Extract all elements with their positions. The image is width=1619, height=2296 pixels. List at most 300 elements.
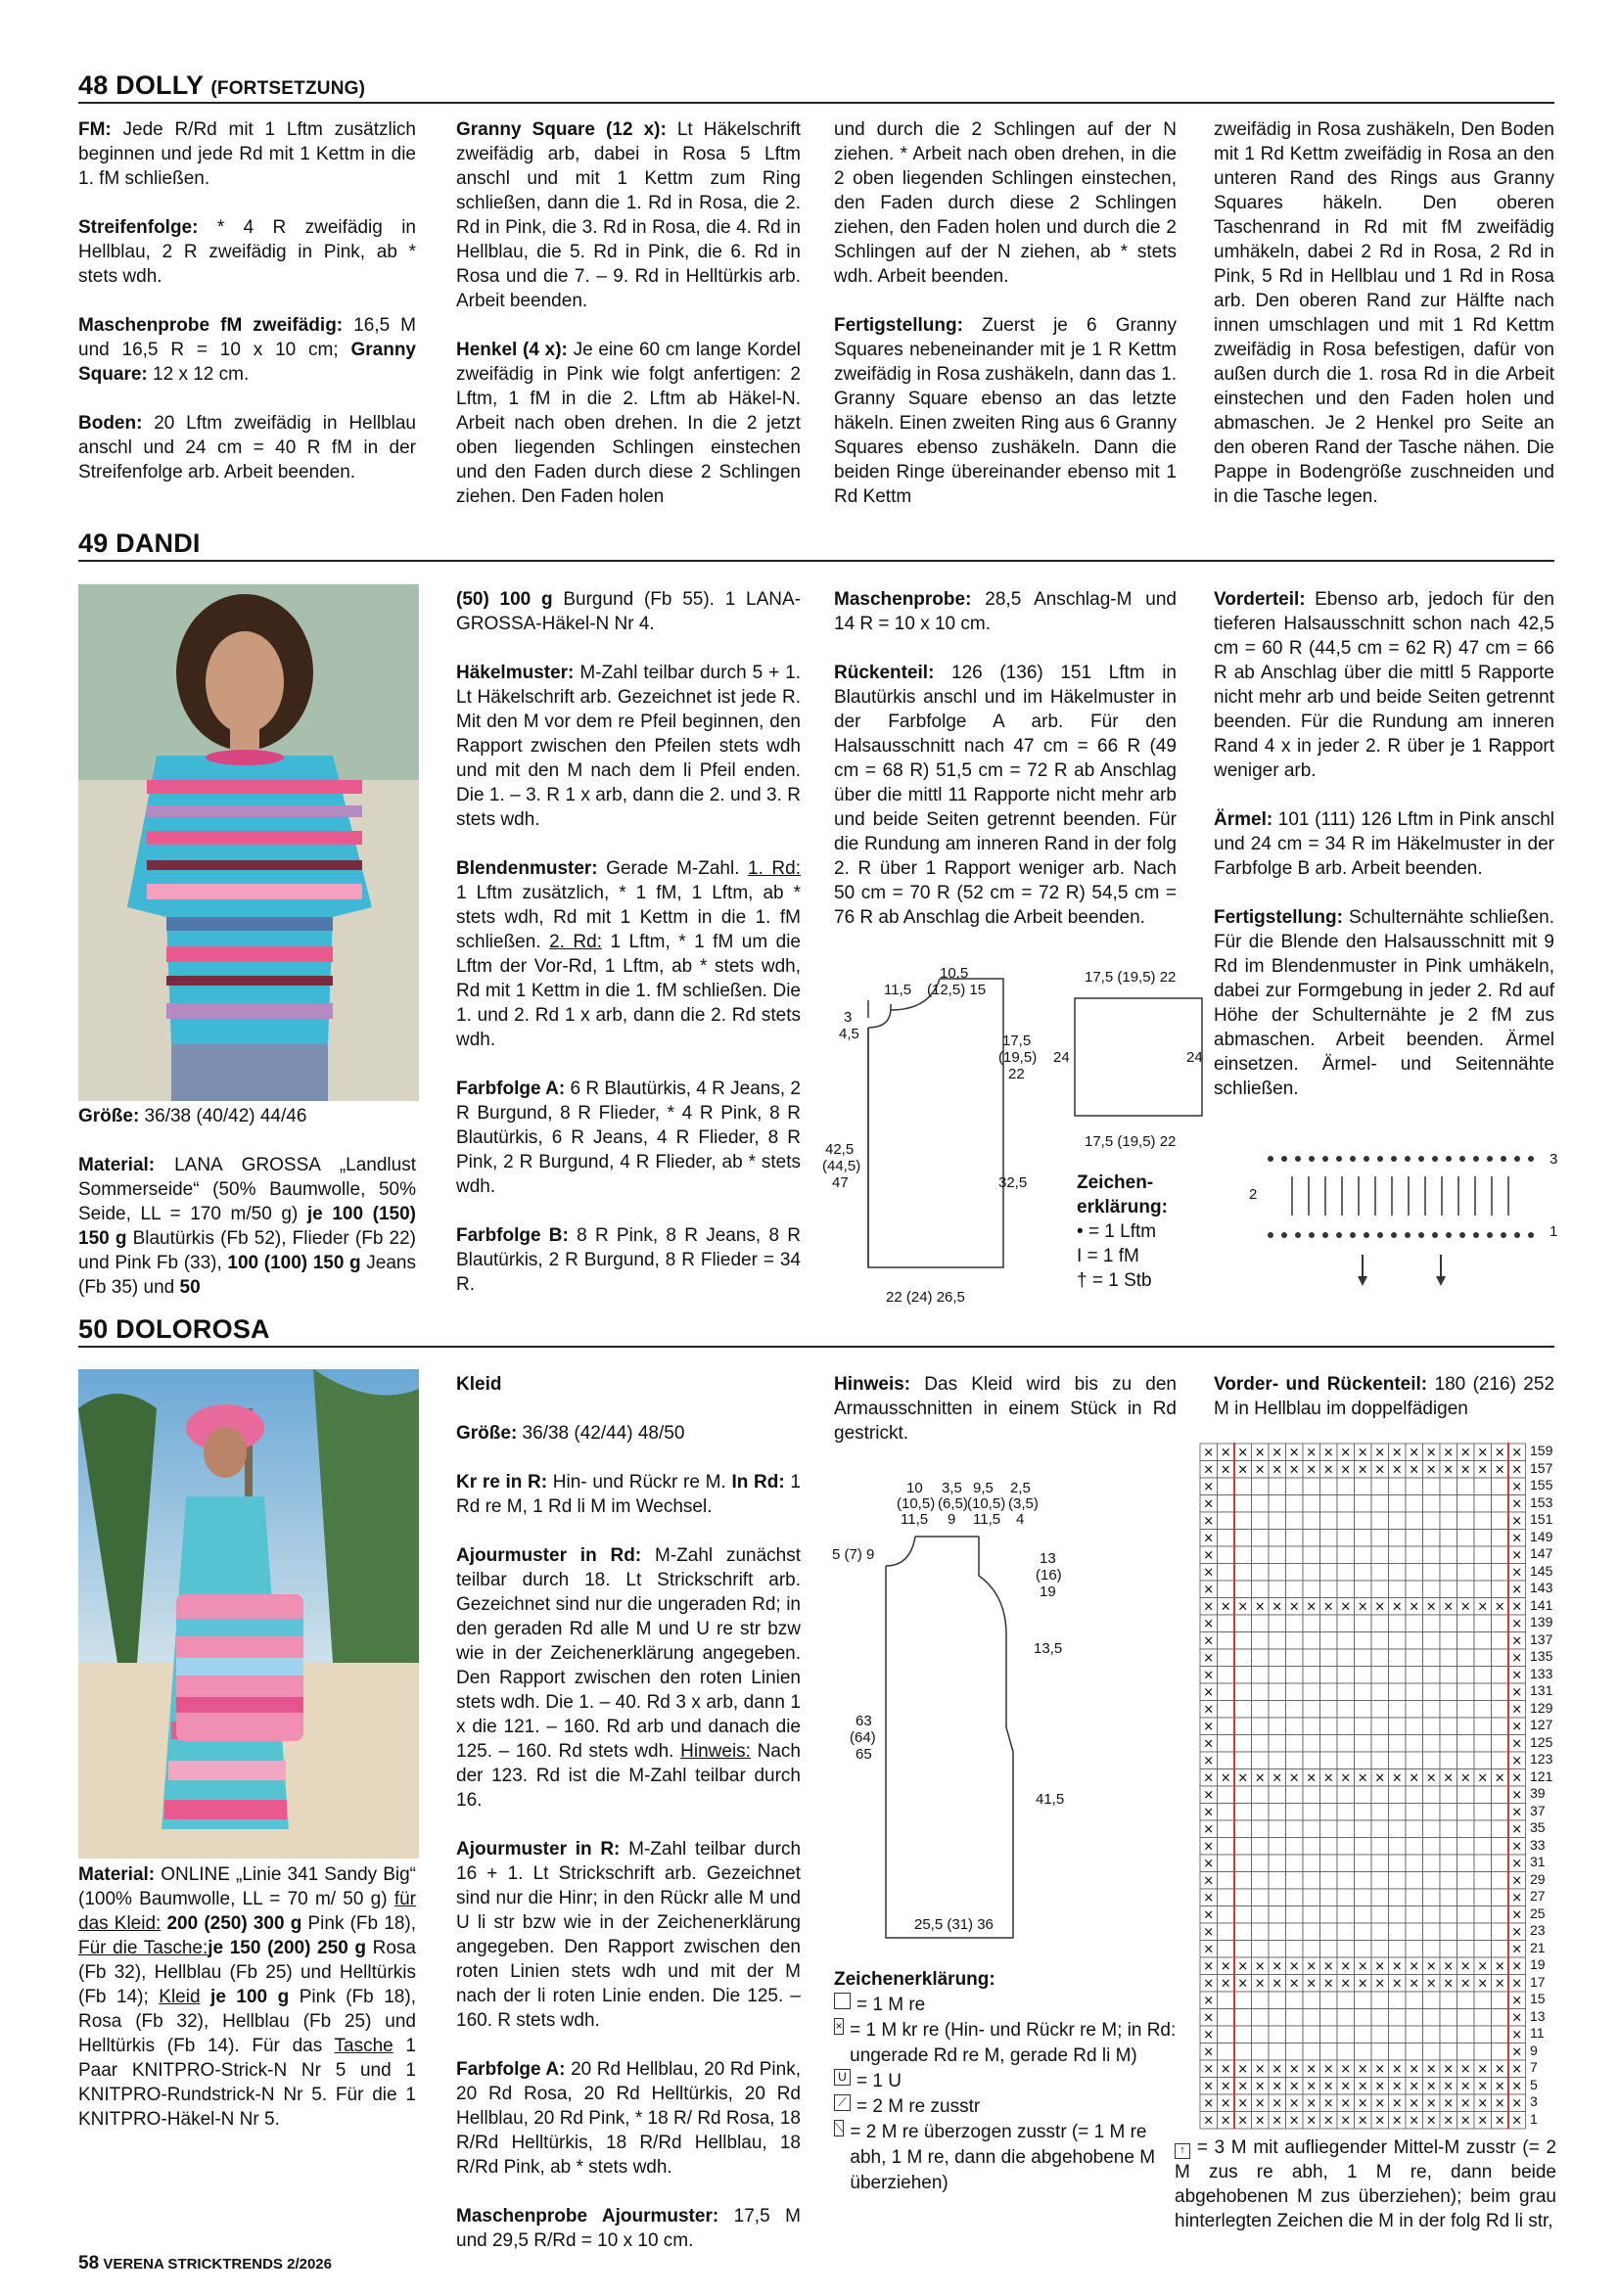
chart-cell	[1457, 1701, 1475, 1719]
chart-cell	[1406, 1889, 1423, 1906]
dc-icon: †	[1077, 1270, 1087, 1291]
paragraph	[78, 1104, 419, 1128]
chart-cell	[1355, 1667, 1372, 1684]
twisted-knit-mark: ×	[1203, 1514, 1215, 1530]
chart-cell	[1440, 1838, 1457, 1856]
row-number: 17	[1530, 1973, 1546, 1990]
chart-cell	[1492, 1906, 1509, 1924]
text-run: 126 (136) 151 Lftm in Blautürkis anschl und im Häkelmuster in der Farbfolge A arb. Für den Halsausschnitt nach 47 cm = 66 R (49 cm = 68 R) 51,5 cm = 72 R ab Anschlag über die mittl 11 Rapporte nicht mehr arb und beide Seiten getrennt beenden. Für die Rundung am inneren Rand in der folg 2. R über 1 Rapport weniger arb. Nach 50 cm = 70 R (52 cm = 72 R) 54,5 cm = 76 R ab Anschlag die Arbeit beenden.	[834, 663, 1177, 928]
chart-cell	[1457, 1478, 1475, 1495]
chart-cell	[1252, 1941, 1270, 1958]
chart-cell	[1252, 1820, 1270, 1838]
chart-cell	[1320, 1530, 1338, 1547]
chart-cell	[1218, 2009, 1235, 2027]
chain-dot	[1418, 1156, 1424, 1162]
row-number: 127	[1530, 1717, 1553, 1732]
chart-cell	[1218, 1992, 1235, 2009]
chart-cell	[1389, 1701, 1407, 1719]
twisted-knit-mark: ×	[1511, 1770, 1523, 1786]
chart-cell	[1406, 1941, 1423, 1958]
chart-cell	[1457, 1906, 1475, 1924]
chart-cell	[1389, 1718, 1407, 1735]
chart-cell	[1337, 2043, 1355, 2061]
chart-cell	[1355, 1512, 1372, 1530]
twisted-knit-mark: ×	[1409, 1770, 1420, 1786]
chart-cell	[1440, 1804, 1457, 1821]
chart-cell	[1218, 1701, 1235, 1719]
chart-cell	[1440, 1632, 1457, 1650]
chart-cell	[1218, 1512, 1235, 1530]
chart-cell	[1320, 1512, 1338, 1530]
twisted-knit-mark: ×	[1203, 1720, 1215, 1735]
dim-label: (3,5)	[1008, 1495, 1039, 1512]
twisted-knit-mark: ×	[1477, 2079, 1489, 2094]
text-run: ONLINE „Linie 341 Sandy Big“ (100% Baumwolle, LL = 70 m/ 50 g)	[78, 1864, 416, 1909]
paragraph	[456, 1223, 801, 1297]
twisted-knit-mark: ×	[1340, 1976, 1352, 1992]
twisted-knit-mark: ×	[1340, 1446, 1352, 1461]
paragraph	[1214, 117, 1554, 509]
chain-dot	[1432, 1232, 1438, 1238]
text-run: Hinweis:	[834, 1374, 911, 1395]
twisted-knit-mark: ×	[1391, 2096, 1403, 2112]
text-run: M-Zahl zunächst teilbar durch 18. Lt Strickschrift arb. Gezeichnet sind nur die ungeraden Rd; in den geraden Rd alle M und U re str bzw wie in der Zeichenerklärung angegeben. Den Rapport zwischen den roten Linien stets wdh. Die 1. – 40. Rd 3 x arb, dann 1 x die 121. – 160. Rd arb und danach die 125. – 160. Rd stets wdh.	[456, 1545, 801, 1762]
chart-cell	[1252, 1906, 1270, 1924]
twisted-knit-mark: ×	[1494, 2062, 1505, 2078]
chart-cell	[1440, 1649, 1457, 1667]
divider	[78, 560, 1554, 562]
chart-cell	[1269, 1889, 1286, 1906]
row-number: 5	[1530, 2076, 1538, 2092]
paragraph	[1214, 1372, 1554, 1421]
chart-cell	[1218, 1564, 1235, 1582]
schematic-dolorosa	[842, 1488, 1096, 1957]
twisted-knit-mark: ×	[1443, 2096, 1455, 2112]
twisted-knit-mark: ×	[1288, 1599, 1300, 1615]
chart-cell	[1269, 1735, 1286, 1753]
chart-cell	[1234, 2043, 1252, 2061]
chart-cell	[1337, 1667, 1355, 1684]
twisted-knit-mark: ×	[1425, 2113, 1437, 2129]
text-run: je 100 g	[200, 1987, 290, 2007]
chart-cell	[1252, 1546, 1270, 1564]
chart-cell	[1337, 1786, 1355, 1804]
chart-cell	[1269, 1581, 1286, 1598]
chart-cell	[1252, 1786, 1270, 1804]
chart-cell	[1337, 1855, 1355, 1872]
section-title-50	[78, 1314, 270, 1345]
chart-cell	[1371, 1615, 1389, 1632]
chart-cell	[1320, 1564, 1338, 1582]
chart-cell	[1355, 1786, 1372, 1804]
chart-cell	[1355, 1752, 1372, 1769]
text-run: Je eine 60 cm lange Kordel zweifädig in Pink wie folgt anfertigen: 2 Lftm, 1 fM in die 2. Lftm ab Häkel-N. Arbeit nach oben drehen. In die 2 jetzt oben liegenden Schlingen einstechen und den Faden durch diese 2 Schlingen ziehen. Den Faden holen	[456, 340, 801, 507]
twisted-knit-mark: ×	[1511, 1702, 1523, 1718]
row-number: 29	[1530, 1870, 1546, 1887]
paragraph	[834, 587, 1177, 636]
chart-cell	[1474, 1820, 1492, 1838]
title-text: 48 DOLLY	[78, 70, 204, 100]
twisted-knit-mark: ×	[1288, 2079, 1300, 2094]
chart-cell	[1440, 1512, 1457, 1530]
row-number: 129	[1530, 1699, 1553, 1716]
chart-cell	[1406, 1820, 1423, 1838]
chart-cell	[1492, 1512, 1509, 1530]
chart-cell	[1303, 2026, 1320, 2043]
chart-cell	[1355, 1581, 1372, 1598]
twisted-knit-mark: ×	[1357, 2096, 1368, 2112]
text-run: Boden:	[78, 413, 143, 434]
twisted-knit-mark: ×	[1357, 1462, 1368, 1478]
chart-cell	[1492, 1632, 1509, 1650]
s50-col4	[1214, 1372, 1554, 1421]
twisted-knit-mark: ×	[1511, 2079, 1523, 2094]
chart-cell	[1474, 2026, 1492, 2043]
twisted-knit-mark: ×	[1391, 2062, 1403, 2078]
text-run: Pink (Fb 18), Rosa (Fb 32), Hellblau (Fb 25) und Helltürkis (Fb 14). Für das	[78, 1987, 416, 2056]
chain-dot	[1309, 1156, 1315, 1162]
chart-cell	[1269, 1923, 1286, 1941]
chart-cell	[1286, 1872, 1304, 1890]
chart-cell	[1423, 1546, 1441, 1564]
twisted-knit-mark: ×	[1203, 2113, 1215, 2129]
chart-cell	[1492, 1495, 1509, 1513]
twisted-knit-mark: ×	[1237, 1770, 1249, 1786]
chart-cell	[1320, 1941, 1338, 1958]
chart-cell	[1234, 1546, 1252, 1564]
twisted-knit-mark: ×	[1425, 1599, 1437, 1615]
chart-cell	[1406, 1992, 1423, 2009]
row-number: 33	[1530, 1836, 1546, 1853]
s48-col4	[1214, 117, 1554, 509]
legend-item: = 2 M re überzogen zusstr (= 1 M re abh, 1 M re, dann die abgehobene M überziehen)	[850, 2122, 1156, 2193]
twisted-knit-mark: ×	[1237, 2062, 1249, 2078]
chain-dot	[1446, 1232, 1452, 1238]
chart-cell	[1355, 1495, 1372, 1513]
chart-cell	[1286, 1581, 1304, 1598]
text-run: 17,5 M und 29,5 R/Rd = 10 x 10 cm.	[456, 2206, 801, 2251]
chart-cell	[1389, 1923, 1407, 1941]
chart-cell	[1218, 1495, 1235, 1513]
chart-cell	[1337, 1872, 1355, 1890]
chart-cell	[1269, 2043, 1286, 2061]
text-run: Vorderteil:	[1214, 589, 1306, 610]
twisted-knit-mark: ×	[1357, 2062, 1368, 2078]
chart-cell	[1234, 1718, 1252, 1735]
twisted-knit-mark: ×	[1511, 2062, 1523, 2078]
chart-cell	[1474, 1615, 1492, 1632]
chart-cell	[1423, 1855, 1441, 1872]
chart-cell	[1234, 1906, 1252, 1924]
row-number: 35	[1530, 1819, 1546, 1835]
chart-cell	[1303, 1786, 1320, 1804]
text-run: Rosa (Fb 32), Hellblau (Fb 25) und Helltürkis (Fb 14);	[78, 1938, 416, 2007]
twisted-knit-mark: ×	[1203, 1617, 1215, 1632]
twisted-knit-mark: ×	[1272, 1599, 1283, 1615]
chart-cell	[1337, 1923, 1355, 1941]
chart-cell	[1286, 1683, 1304, 1701]
text-run: 200 (250) 300 g	[161, 1913, 302, 1934]
twisted-knit-mark: ×	[1459, 1462, 1471, 1478]
chart-cell	[1492, 1735, 1509, 1753]
twisted-knit-mark: ×	[1203, 1976, 1215, 1992]
chart-cell	[1337, 1906, 1355, 1924]
chart-cell	[1286, 1752, 1304, 1769]
chart-cell	[1474, 1667, 1492, 1684]
twisted-knit-mark: ×	[1494, 2113, 1505, 2129]
chart-cell	[1492, 1752, 1509, 1769]
s50-material	[78, 1862, 416, 2132]
chart-cell	[1371, 1992, 1389, 2009]
chart-cell	[1252, 1615, 1270, 1632]
twisted-knit-mark: ×	[1459, 1770, 1471, 1786]
chart-cell	[1320, 2009, 1338, 2027]
twisted-knit-mark: ×	[1459, 1959, 1471, 1975]
twisted-knit-mark: ×	[1443, 1959, 1455, 1975]
twisted-knit-mark: ×	[1203, 1462, 1215, 1478]
chart-cell	[1234, 1701, 1252, 1719]
twisted-knit-mark: ×	[1203, 1891, 1215, 1906]
row-number: 15	[1530, 1991, 1546, 2006]
chart-cell	[1440, 1701, 1457, 1719]
text-run: 1 Lftm, * 1 fM um die Lftm der Vor-Rd, 1 Lftm, ab * stets wdh, Rd mit 1 Kettm in die 1. fM schließen. Die 1. und 2. Rd 1 x arb, dann die 2. Rd stets wdh.	[456, 932, 801, 1050]
twisted-knit-mark: ×	[1322, 1976, 1334, 1992]
chart-cell	[1269, 1546, 1286, 1564]
twisted-knit-mark: ×	[1477, 1599, 1489, 1615]
chain-dot	[1528, 1156, 1534, 1162]
chart-cell	[1440, 2009, 1457, 2027]
chart-cell	[1423, 1992, 1441, 2009]
twisted-knit-mark: ×	[1203, 2028, 1215, 2043]
chart-cell	[1406, 1564, 1423, 1582]
text-run: 2. Rd:	[549, 932, 602, 952]
s50-col3	[834, 1372, 1177, 1446]
twisted-knit-mark: ×	[1494, 1976, 1505, 1992]
twisted-knit-mark: ×	[1511, 1994, 1523, 2009]
chart-cell	[1269, 1906, 1286, 1924]
chart-cell	[1474, 1683, 1492, 1701]
twisted-knit-mark: ×	[1254, 2113, 1266, 2129]
chart-cell	[1406, 1752, 1423, 1769]
chart-cell	[1440, 1683, 1457, 1701]
chart-cell	[1440, 1735, 1457, 1753]
ssk-icon: ⟍	[835, 2121, 844, 2135]
twisted-knit-mark: ×	[1220, 1770, 1231, 1786]
twisted-knit-mark: ×	[1203, 1857, 1215, 1872]
chart-cell	[1286, 2026, 1304, 2043]
chart-cell	[1389, 1752, 1407, 1769]
row-number: 2	[1249, 1186, 1258, 1203]
twisted-knit-mark: ×	[1220, 1446, 1231, 1461]
text-run: Hin- und Rückr re M.	[547, 1472, 732, 1492]
paragraph	[834, 661, 1177, 930]
dim-label: 32,5	[998, 1174, 1028, 1191]
text-run: Material:	[78, 1155, 156, 1175]
chart-cell	[1320, 2026, 1338, 2043]
chart-cell	[1492, 2009, 1509, 2027]
twisted-knit-mark: ×	[1511, 1788, 1523, 1804]
twisted-knit-mark: ×	[1409, 2079, 1420, 2094]
chart-cell	[1269, 1683, 1286, 1701]
twisted-knit-mark: ×	[1409, 1959, 1420, 1975]
chart-cell	[1406, 1581, 1423, 1598]
paragraph	[456, 856, 801, 1052]
text-run: Kleid	[456, 1374, 502, 1395]
text-run: Zuerst je 6 Granny Squares nebeneinander mit je 1 R Kettm zweifädig in Rosa zushäkeln, dann das 1. Granny Square ebenso an das letzte häkeln. Einen zweiten Ring aus 6 Granny Squares ebenso zushäkeln. Dann die beiden Ringe übereinander ebenso mit 1 Rd Kettm	[834, 315, 1177, 507]
chart-cell	[1286, 1564, 1304, 1582]
row-number: 13	[1530, 2007, 1546, 2024]
twisted-knit-mark: ×	[1357, 2079, 1368, 2094]
twisted-knit-mark: ×	[1322, 1446, 1334, 1461]
chart-cell	[1252, 2043, 1270, 2061]
chart-cell	[1234, 1941, 1252, 1958]
text-run: Farbfolge B:	[456, 1225, 569, 1246]
chart-cell	[1389, 1632, 1407, 1650]
twisted-knit-mark: ×	[1511, 1565, 1523, 1581]
chain-dot	[1336, 1156, 1342, 1162]
twisted-knit-mark: ×	[1511, 1651, 1523, 1667]
chart-cell	[1234, 1683, 1252, 1701]
twisted-knit-mark: ×	[1511, 1446, 1523, 1461]
row-number: 147	[1530, 1545, 1553, 1561]
twisted-knit-mark: ×	[1288, 2113, 1300, 2129]
chart-cell	[1234, 1649, 1252, 1667]
twisted-knit-mark: ×	[1203, 1685, 1215, 1701]
chart-cell	[1474, 1872, 1492, 1890]
twisted-knit-mark: ×	[1511, 2096, 1523, 2112]
twisted-knit-mark: ×	[1374, 1770, 1386, 1786]
twisted-knit-mark: ×	[1409, 1462, 1420, 1478]
twisted-knit-mark: ×	[1203, 1959, 1215, 1975]
row-number: 159	[1530, 1443, 1553, 1458]
twisted-knit-mark: ×	[1511, 1531, 1523, 1546]
chart-cell	[1252, 1992, 1270, 2009]
paragraph	[456, 1077, 801, 1199]
chart-cell	[1286, 1735, 1304, 1753]
row-number: 153	[1530, 1493, 1553, 1510]
chart-cell	[1355, 1564, 1372, 1582]
paragraph	[78, 313, 416, 387]
chart-cell	[1492, 1923, 1509, 1941]
chart-cell	[1303, 1941, 1320, 1958]
paragraph	[78, 1862, 416, 2132]
chart-cell	[1234, 1632, 1252, 1650]
twisted-knit-mark: ×	[1340, 1770, 1352, 1786]
chart-cell	[1234, 1530, 1252, 1547]
chart-cell	[1234, 1512, 1252, 1530]
chart-cell	[1406, 1786, 1423, 1804]
chart-cell	[1286, 1632, 1304, 1650]
twisted-knit-mark: ×	[1203, 1942, 1215, 1957]
chart-cell	[1492, 1804, 1509, 1821]
chain-dot	[1295, 1156, 1301, 1162]
chart-cell	[1423, 1683, 1441, 1701]
chart-cell	[1474, 2043, 1492, 2061]
paragraph	[834, 313, 1177, 509]
chain-dot	[1405, 1156, 1411, 1162]
chart-cell	[1355, 1701, 1372, 1719]
chart-cell	[1389, 2043, 1407, 2061]
chart-cell	[1440, 1786, 1457, 1804]
text-run: FM:	[78, 119, 112, 140]
dim-label: 22	[1008, 1066, 1025, 1082]
twisted-knit-mark: ×	[1340, 1462, 1352, 1478]
chart-cell	[1234, 1872, 1252, 1890]
chart-cell	[1286, 1718, 1304, 1735]
chart-cell	[1252, 1838, 1270, 1856]
chart-cell	[1492, 1649, 1509, 1667]
row-number: 151	[1530, 1511, 1553, 1527]
text-run: für das Kleid:	[78, 1889, 416, 1934]
twisted-knit-mark: ×	[1340, 2062, 1352, 2078]
twisted-knit-mark: ×	[1237, 2096, 1249, 2112]
chart-cell	[1320, 1735, 1338, 1753]
chart-cell	[1234, 1478, 1252, 1495]
twisted-knit-mark: ×	[1459, 2096, 1471, 2112]
chart-cell	[1457, 1992, 1475, 2009]
chart-cell	[1337, 1649, 1355, 1667]
paragraph	[456, 2057, 801, 2180]
twisted-knit-mark: ×	[1511, 1805, 1523, 1820]
twisted-knit-mark: ×	[1425, 1976, 1437, 1992]
chart-cell	[1218, 1546, 1235, 1564]
chart-cell	[1457, 1838, 1475, 1856]
chart-cell	[1337, 1752, 1355, 1769]
chart-cell	[1337, 1735, 1355, 1753]
paragraph	[456, 1372, 801, 1397]
dim-label: 19	[1040, 1584, 1056, 1600]
twisted-knit-mark: ×	[1322, 2113, 1334, 2129]
twisted-knit-mark: ×	[1272, 2079, 1283, 2094]
chart-cell	[1389, 2026, 1407, 2043]
twisted-knit-mark: ×	[1425, 1446, 1437, 1461]
chart-cell	[1269, 1752, 1286, 1769]
chart-cell	[1423, 1872, 1441, 1890]
chain-dot	[1364, 1232, 1369, 1238]
chain-dot	[1528, 1232, 1534, 1238]
twisted-knit-mark: ×	[1357, 1446, 1368, 1461]
legend-item: = 1 Lftm	[1087, 1221, 1157, 1242]
twisted-knit-mark: ×	[1306, 1599, 1318, 1615]
chart-cell	[1457, 1820, 1475, 1838]
chart-cell	[1337, 1581, 1355, 1598]
twisted-knit-mark: ×	[1203, 1668, 1215, 1683]
dim-label: (10,5)	[897, 1495, 936, 1512]
chain-dot	[1322, 1156, 1328, 1162]
twisted-knit-mark: ×	[1340, 2113, 1352, 2129]
row-number: 1	[1550, 1223, 1558, 1240]
chart-cell	[1218, 2026, 1235, 2043]
chart-cell	[1371, 1889, 1389, 1906]
chart-cell	[1389, 1941, 1407, 1958]
twisted-knit-mark: ×	[1203, 2010, 1215, 2026]
chart-cell	[1286, 1649, 1304, 1667]
twisted-knit-mark: ×	[1203, 1736, 1215, 1752]
chain-dot	[1514, 1232, 1520, 1238]
chart-cell	[1423, 1786, 1441, 1804]
chain-dot	[1268, 1232, 1273, 1238]
twisted-knit-mark: ×	[1203, 1702, 1215, 1718]
twisted-knit-mark: ×	[1409, 2113, 1420, 2129]
chart-cell	[1389, 1667, 1407, 1684]
twisted-knit-mark: ×	[1357, 1976, 1368, 1992]
chart-cell	[1286, 1667, 1304, 1684]
twisted-knit-mark: ×	[1237, 1976, 1249, 1992]
twisted-knit-mark: ×	[1340, 2079, 1352, 2094]
legend-dolorosa	[834, 1967, 1186, 2196]
chart-cell	[1337, 2009, 1355, 2027]
twisted-knit-mark: ×	[1272, 1446, 1283, 1461]
